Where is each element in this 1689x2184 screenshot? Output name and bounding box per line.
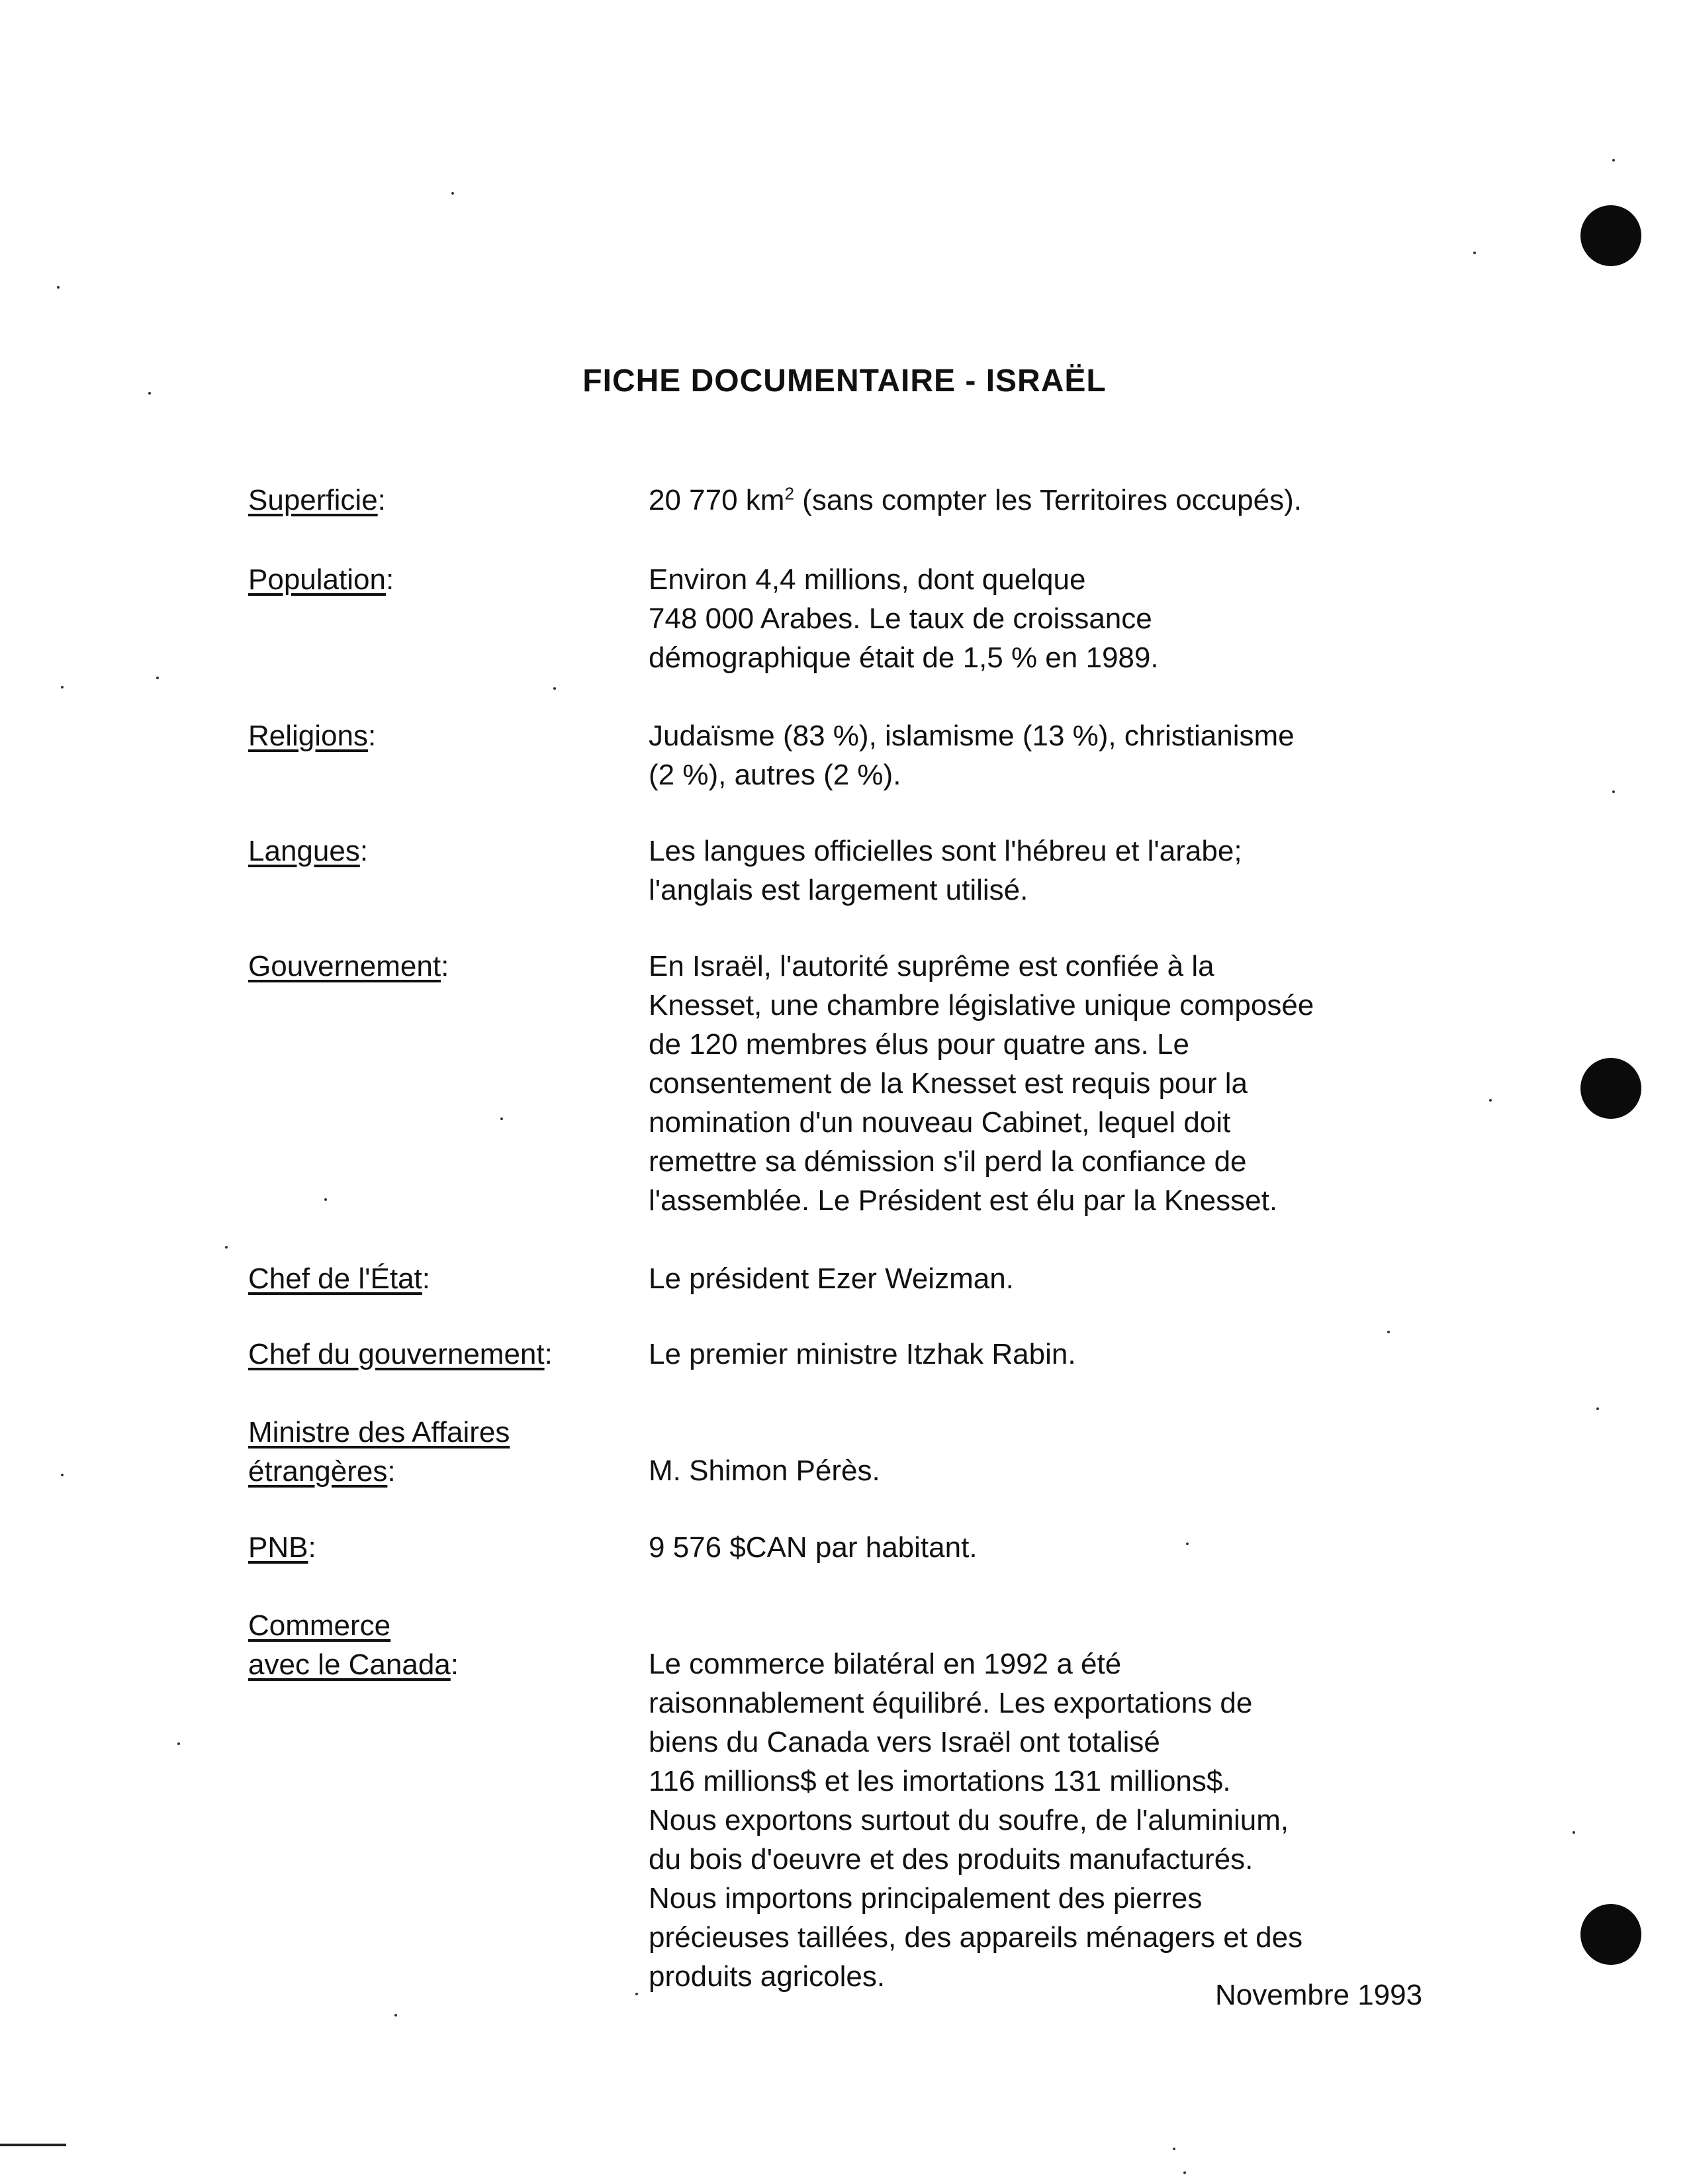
scan-speck (1183, 2171, 1186, 2174)
scan-speck (394, 2014, 397, 2017)
label-text: PNB (248, 1531, 308, 1564)
value-line: Le président Ezer Weizman. (649, 1262, 1014, 1295)
scan-speck (1573, 1831, 1575, 1834)
label-text: Ministre des Affaires (248, 1416, 510, 1448)
value-line: 116 millions$ et les imortations 131 millions$. (649, 1765, 1231, 1797)
value-line: produits agricoles. (649, 1960, 886, 1993)
value-line: Knesset, une chambre législative unique composée (649, 989, 1314, 1021)
label-ministre-affaires-etrangeres: Ministre des Affaires étrangères: (248, 1416, 510, 1488)
value-line: Judaïsme (83 %), islamisme (13 %), christianisme (649, 720, 1295, 752)
value-gouvernement (649, 947, 1314, 1220)
value-pnb (649, 1528, 978, 1567)
scan-speck (57, 286, 60, 289)
scan-speck (1596, 1407, 1599, 1410)
value-text: 20 770 km (649, 484, 785, 516)
value-chef-gouvernement (649, 1335, 1076, 1374)
punch-hole-bottom (1580, 1904, 1641, 1965)
scan-edge-mark (0, 2144, 66, 2146)
document-date: Novembre 1993 (1215, 1979, 1423, 2011)
label-population: Population: (248, 563, 394, 596)
value-commerce-canada (649, 1644, 1302, 1996)
document-title: FICHE DOCUMENTAIRE - ISRAËL (582, 363, 1107, 399)
scan-speck (1612, 159, 1615, 162)
scan-speck (553, 687, 556, 690)
scan-speck (500, 1117, 503, 1120)
scan-speck (451, 192, 454, 195)
value-line: l'assemblée. Le Président est élu par la Knesset. (649, 1184, 1278, 1217)
value-line: Le premier ministre Itzhak Rabin. (649, 1338, 1076, 1370)
value-line: Le commerce bilatéral en 1992 a été (649, 1648, 1122, 1680)
scan-speck (177, 1742, 180, 1745)
value-superficie (649, 481, 1302, 520)
scan-speck (1173, 2148, 1175, 2150)
value-line: remettre sa démission s'il perd la confiance de (649, 1145, 1247, 1178)
value-line: du bois d'oeuvre et des produits manufacturés. (649, 1843, 1254, 1875)
label-text: Religions (248, 720, 368, 752)
value-religions (649, 716, 1295, 794)
punch-hole-middle (1580, 1058, 1641, 1119)
value-line: raisonnablement équilibré. Les exportations de (649, 1687, 1253, 1719)
scan-speck (1473, 252, 1476, 254)
label-religions: Religions: (248, 720, 377, 752)
label-text: Chef de l'État (248, 1262, 422, 1295)
scan-speck (324, 1198, 327, 1201)
value-line: En Israël, l'autorité suprême est confiée à la (649, 950, 1214, 982)
label-chef-etat: Chef de l'État: (248, 1262, 431, 1295)
scan-speck (1489, 1099, 1492, 1102)
value-line: biens du Canada vers Israël ont totalisé (649, 1726, 1160, 1758)
superscript: 2 (784, 483, 794, 504)
label-text: étrangères (248, 1455, 388, 1488)
label-text: Commerce (248, 1609, 391, 1642)
value-line: M. Shimon Pérès. (649, 1454, 880, 1487)
label-langues: Langues: (248, 835, 369, 867)
value-line: Nous importons principalement des pierres (649, 1882, 1203, 1915)
label-superficie: Superficie: (248, 484, 386, 516)
value-line: nomination d'un nouveau Cabinet, lequel doit (649, 1106, 1231, 1139)
scan-speck (61, 686, 64, 688)
value-ministre-affaires-etrangeres (649, 1451, 880, 1490)
scan-speck (225, 1246, 228, 1249)
label-commerce-canada: Commerce avec le Canada: (248, 1609, 459, 1681)
value-line: 9 576 $CAN par habitant. (649, 1531, 978, 1564)
label-text: Chef du gouvernement (248, 1338, 545, 1370)
scan-speck (635, 1993, 638, 1995)
label-chef-gouvernement: Chef du gouvernement: (248, 1338, 553, 1370)
scan-speck (1612, 790, 1615, 793)
value-line: Environ 4,4 millions, dont quelque (649, 563, 1086, 596)
label-gouvernement: Gouvernement: (248, 950, 449, 982)
value-line: consentement de la Knesset est requis pour la (649, 1067, 1248, 1100)
value-text: (sans compter les Territoires occupés). (802, 484, 1302, 516)
value-line: Les langues officielles sont l'hébreu et l'arabe; (649, 835, 1242, 867)
label-text: Population (248, 563, 386, 596)
value-line: démographique était de 1,5 % en 1989. (649, 641, 1159, 674)
value-line: Nous exportons surtout du soufre, de l'aluminium, (649, 1804, 1289, 1836)
label-text: Gouvernement (248, 950, 441, 982)
value-langues (649, 831, 1242, 910)
label-text: avec le Canada (248, 1648, 451, 1681)
value-line: précieuses taillées, des appareils ménagers et des (649, 1921, 1303, 1954)
scan-speck (1387, 1331, 1390, 1333)
value-line: 748 000 Arabes. Le taux de croissance (649, 602, 1152, 635)
value-line: (2 %), autres (2 %). (649, 759, 901, 791)
scan-speck (156, 677, 159, 679)
value-chef-etat (649, 1259, 1014, 1298)
label-text: Langues (248, 835, 360, 867)
label-pnb: PNB: (248, 1531, 316, 1564)
scan-speck (61, 1474, 64, 1476)
value-population (649, 560, 1159, 677)
value-line: l'anglais est largement utilisé. (649, 874, 1028, 906)
value-line: de 120 membres élus pour quatre ans. Le (649, 1028, 1189, 1061)
punch-hole-top (1580, 205, 1641, 266)
scan-speck (1186, 1543, 1189, 1545)
label-text: Superficie (248, 484, 378, 516)
